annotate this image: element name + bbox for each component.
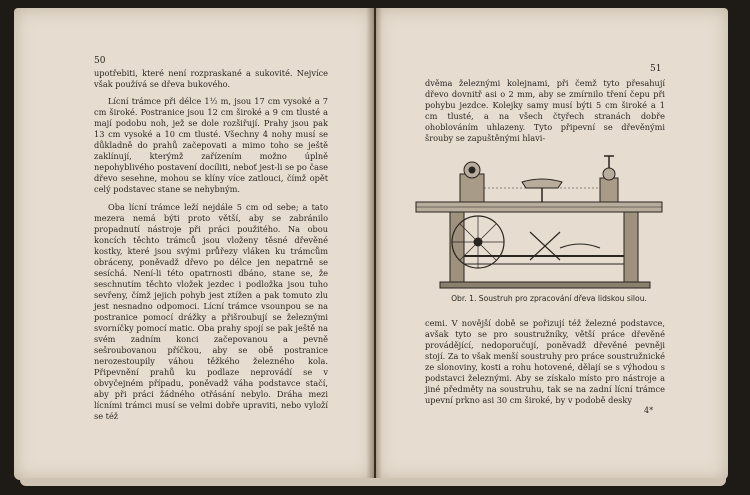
figure-caption: Obr. 1. Soustruh pro zpracování dřeva lidskou silou. <box>451 294 647 303</box>
page-edges <box>20 478 726 486</box>
signature-mark: 4* <box>644 406 654 415</box>
right-top-paragraph: dvěma železnými kolejnami, při čemž tyto přesahují dřevo dovnitř asi o 2 mm, aby se zmírnilo tření čepu při pohybu jezdce. Kolejky samy musí býti 5 cm široké a 1 cm tlusté, a na všech čtyřech stranách dobře ohoblováním uhlazeny. Tyto připevní se dřevěnými šrouby se zapuštěnými hlavi- <box>425 78 665 144</box>
lathe-engraving-illustration <box>410 144 668 294</box>
left-paragraph-1: upotřebiti, které není rozpraskané a sukovité. Nejvíce však používá se dřeva bukového. <box>94 68 328 90</box>
left-page-number: 50 <box>94 56 106 66</box>
left-paragraph-2: Lícní trámce při délce 1½ m, jsou 17 cm vysoké a 7 cm široké. Postranice jsou 12 cm široké a 9 cm tlusté a mají podobu noh, jež se dole rozšiřují. Prahy jsou pak 13 cm vysoké a 10 cm tlusté. Všechny 4 nohy musí se důkladně do prahů začepovati a mimo toho se ještě zaklínují, kterýmž zařízením možno úplně nepohyblivého postavení docíliti, neboť jest-li se po čase dřevo sesehne, mohou se klíny více zatlouci, čímž opět celý podstavec stane se nehybným. <box>94 96 328 195</box>
right-page-number: 51 <box>650 64 662 74</box>
left-paragraph-3: Oba lícní trámce leží nejdále 5 cm od sebe; a tato mezera nemá býti proto větší, aby se zabránilo propadnutí nástroje při práci použitého. Na obou koncích těchto trámců jsou vloženy těsné dřevěné kostky, které jsou svými průřezy vláken ku trámcům obráceny, poněvadž dřevo po délce jen nepatrně se sesíchá. Není-li této opatrnosti dbáno, stane se, že seschnutím těchto vložek jezdec i podložka jsou tuho sevřeny, čímž jejich pohyb jest ztížen a pak tomuto zlu jest nesnadno odpomoci. Lícní trámce vsounpou se na postranice pomocí drážky a přišroubují se železnými svorníčky pomocí matic. Oba prahy spojí se pak ještě na svém zadním konci začepovanou a pevně sešroubovanou příčkou, aby se obě postranice nerozestoupily váhou těžkého železného kola. Připevnění prahů ku podlaze neprovádí se v obvyčejném případu, poněvadž váha podstavce stačí, aby při práci žádného otřásání nebylo. Dráha mezi lícními trámci musí se velmi dobře upraviti, nebo vyloží se též <box>94 201 328 422</box>
left-page-text <box>94 68 328 422</box>
book-gutter <box>366 8 382 480</box>
right-bottom-paragraph: cemi. V novější době se pořizují též železné podstavce, avšak tyto se pro soustružníky, větší práce dřevěné provádějící, nedoporučují, poněvadž dřevěné pevněji stojí. Za to však menší soustruhy pro práce soustružnické ze slonoviny, kosti a rohu hotovené, dělají se s výhodou s podstavci železnými. Aby se získalo místo pro nástroje a jiné předměty na soustruhu, tak se na zadní lícní trámce upevní prkno asi 30 cm široké, by v podobě desky <box>425 318 665 406</box>
